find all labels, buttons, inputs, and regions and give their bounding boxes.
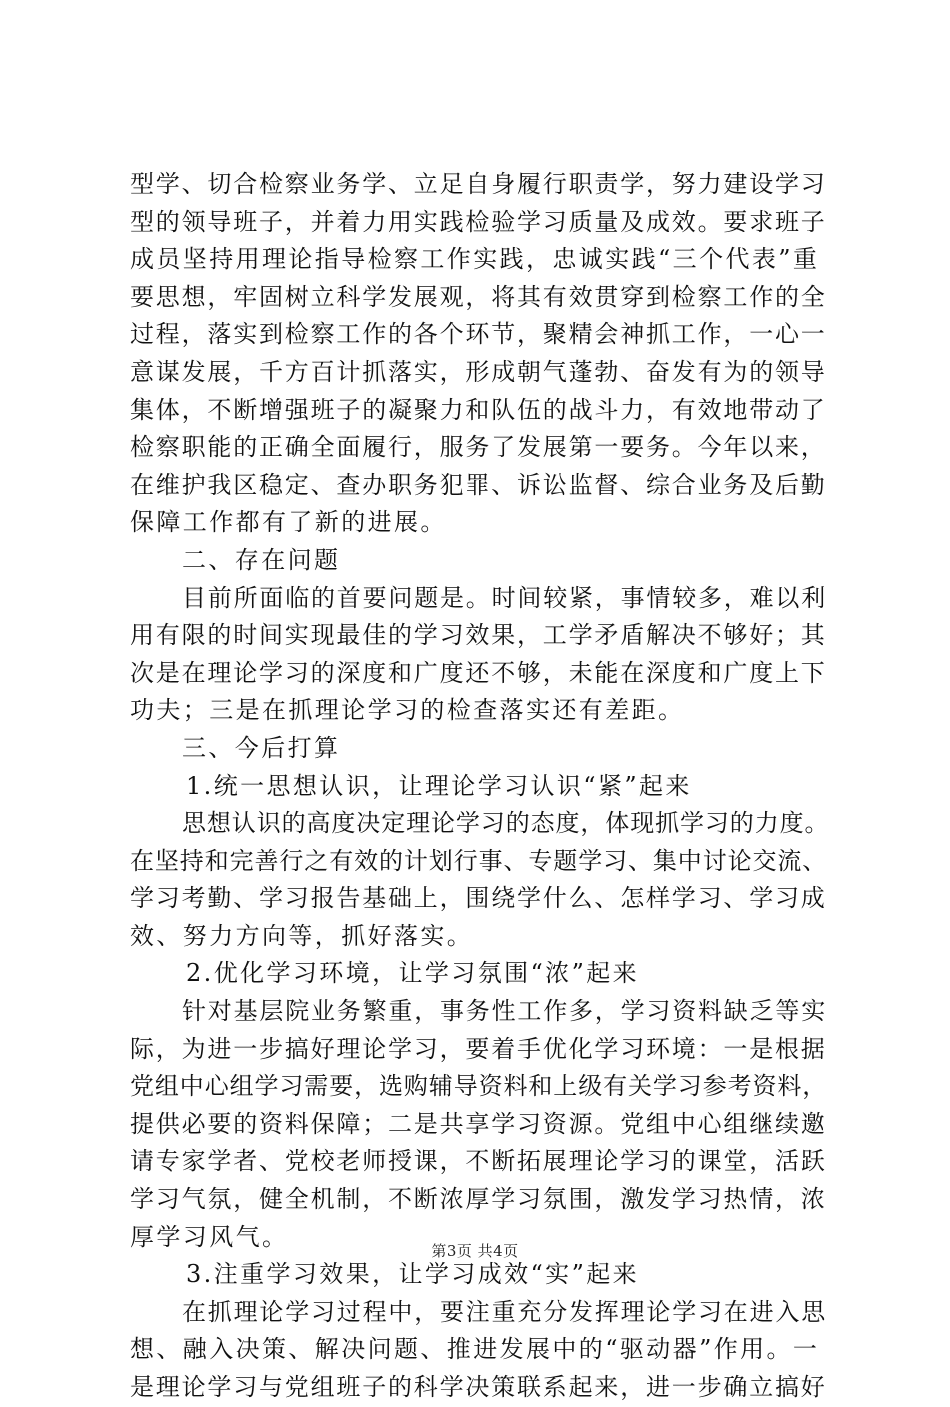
subsection-heading: 3.注重学习效果，让学习成效“实”起来 bbox=[186, 1260, 640, 1289]
text-line: 用有限的时间实现最佳的学习效果，工学矛盾解决不够好；其 bbox=[130, 621, 827, 650]
body-text bbox=[130, 166, 830, 1407]
text-line: 目前所面临的首要问题是。时间较紧，事情较多，难以利 bbox=[182, 583, 827, 612]
text-line: 型学、切合检察业务学、立足自身履行职责学，努力建设学习 bbox=[130, 170, 827, 198]
text-line: 在坚持和完善行之有效的计划行事、专题学习、集中讨论交流、 bbox=[130, 846, 828, 875]
text-line: 针对基层院业务繁重，事务性工作多，学习资料缺乏等实 bbox=[182, 997, 827, 1026]
text-line: 际，为进一步搞好理论学习，要着手优化学习环境：一是根据 bbox=[130, 1034, 827, 1063]
page-number-footer: 第3页 共4页 bbox=[431, 1242, 519, 1260]
text-line: 集体，不断增强班子的凝聚力和队伍的战斗力，有效地带动了 bbox=[130, 395, 827, 424]
text-line: 成员坚持用理论指导检察工作实践，忠诚实践“三个代表”重 bbox=[130, 245, 820, 274]
subsection-heading: 1.统一思想认识，让理论学习认识“紧”起来 bbox=[186, 771, 692, 800]
text-line: 请专家学者、党校老师授课，不断拓展理论学习的课堂，活跃 bbox=[130, 1147, 827, 1176]
text-line: 型的领导班子，并着力用实践检验学习质量及成效。要求班子 bbox=[130, 207, 827, 236]
text-line: 保障工作都有了新的进展。 bbox=[130, 508, 447, 537]
text-line: 次是在理论学习的深度和广度还不够，未能在深度和广度上下 bbox=[130, 658, 827, 687]
text-line: 提供必要的资料保障；二是共享学习资源。党组中心组继续邀 bbox=[130, 1109, 827, 1138]
text-line: 学习考勤、学习报告基础上，围绕学什么、怎样学习、学习成 bbox=[130, 884, 827, 913]
text-line: 思想认识的高度决定理论学习的态度，体现抓学习的力度。 bbox=[182, 809, 830, 838]
section-heading: 三、今后打算 bbox=[182, 733, 341, 762]
text-line: 意谋发展，千方百计抓落实，形成朝气蓬勃、奋发有为的领导 bbox=[130, 357, 827, 386]
text-line: 要思想，牢固树立科学发展观，将其有效贯穿到检察工作的全 bbox=[130, 282, 827, 311]
text-line: 在抓理论学习过程中，要注重充分发挥理论学习在进入思 bbox=[182, 1297, 827, 1326]
subsection-heading: 2.优化学习环境，让学习氛围“浓”起来 bbox=[186, 959, 640, 988]
text-line: 功夫；三是在抓理论学习的检查落实还有差距。 bbox=[130, 696, 685, 725]
section-heading: 二、存在问题 bbox=[182, 545, 341, 574]
text-line: 想、融入决策、解决问题、推进发展中的“驱动器”作用。一 bbox=[130, 1335, 820, 1364]
text-line: 效、努力方向等，抓好落实。 bbox=[130, 921, 474, 950]
text-line: 过程，落实到检察工作的各个环节，聚精会神抓工作，一心一 bbox=[130, 320, 827, 349]
text-line: 党组中心组学习需要，选购辅导资料和上级有关学习参考资料， bbox=[130, 1072, 828, 1101]
text-line: 在维护我区稳定、查办职务犯罪、诉讼监督、综合业务及后勤 bbox=[130, 470, 827, 499]
text-line: 学习气氛，健全机制，不断浓厚学习氛围，激发学习热情，浓 bbox=[130, 1185, 827, 1214]
text-line: 是理论学习与党组班子的科学决策联系起来，进一步确立搞好 bbox=[130, 1373, 827, 1401]
text-line: 厚学习风气。 bbox=[130, 1222, 289, 1251]
text-line: 检察职能的正确全面履行，服务了发展第一要务。今年以来， bbox=[130, 433, 827, 462]
